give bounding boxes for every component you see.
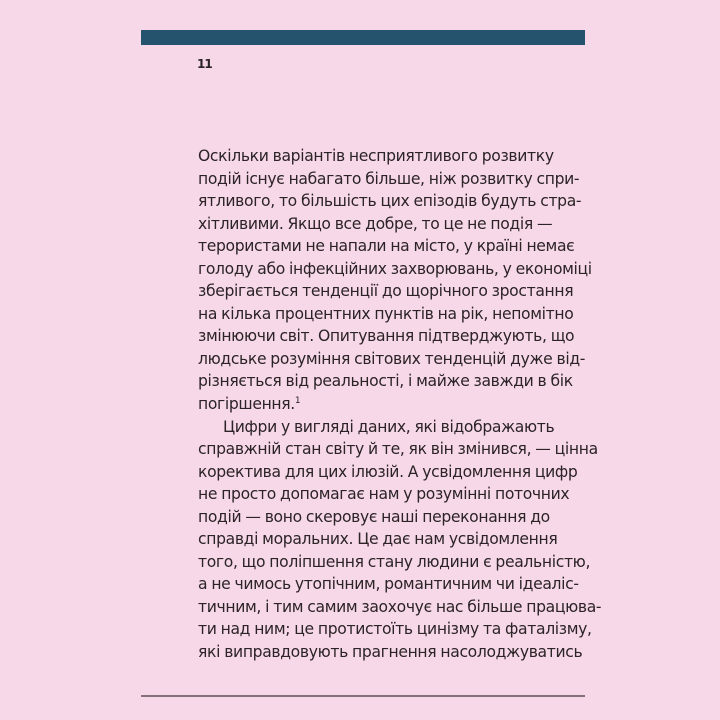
text-line: на кілька процентних пунктів на рік, непомітно — [198, 304, 574, 323]
text-line: ятливого, то більшість цих епізодів будуть стра- — [198, 192, 582, 211]
paragraph-start: Цифри у вигляді даних, які відображають — [223, 417, 555, 436]
text-line: подій існує набагато більше, ніж розвитку спри- — [198, 169, 580, 188]
text-line: терористами не напали на місто, у країні немає — [198, 237, 575, 256]
text-line: які виправдовують прагнення насолоджуватись — [198, 643, 583, 662]
text-line: тичним, і тим самим заохочує нас більше працюва- — [198, 597, 602, 616]
text-line: голоду або інфекційних захворювань, у економіці — [198, 259, 592, 278]
text-line: коректива для цих ілюзій. А усвідомлення цифр — [198, 462, 578, 481]
text-line: погіршення. — [198, 395, 295, 414]
footer-rule — [141, 695, 585, 697]
body-text — [198, 145, 602, 664]
text-line: хітливими. Якщо все добре, то це не подія — — [198, 214, 553, 233]
header-bar — [141, 30, 585, 45]
text-line: а не чимось утопічним, романтичним чи ідеаліс- — [198, 575, 579, 594]
text-line: не просто допомагає нам у розумінні поточних — [198, 485, 570, 504]
text-line: різняється від реальності, і майже завжди в бік — [198, 372, 573, 391]
text-line: того, що поліпшення стану людини є реальністю, — [198, 552, 591, 571]
text-line-with-footnote — [198, 393, 593, 416]
text-line: справді моральних. Це дає нам усвідомлення — [198, 530, 558, 549]
page-number: 11 — [197, 57, 212, 71]
text-line: справжній стан світу й те, як він змінився, — цінна — [198, 440, 598, 459]
footnote-marker[interactable]: 1 — [294, 396, 301, 407]
text-line: людське розуміння світових тенденцій дуже від- — [198, 349, 586, 368]
text-line: Оскільки варіантів несприятливого розвитку — [198, 147, 554, 165]
text-line: ти над ним; це протистоїть цинізму та фаталізму, — [198, 620, 592, 639]
text-line: зберігається тенденції до щорічного зростання — [198, 282, 574, 301]
text-line: подій — воно скеровує наші переконання до — [198, 507, 550, 526]
text-line: змінюючи світ. Опитування підтверджують, що — [198, 327, 575, 346]
